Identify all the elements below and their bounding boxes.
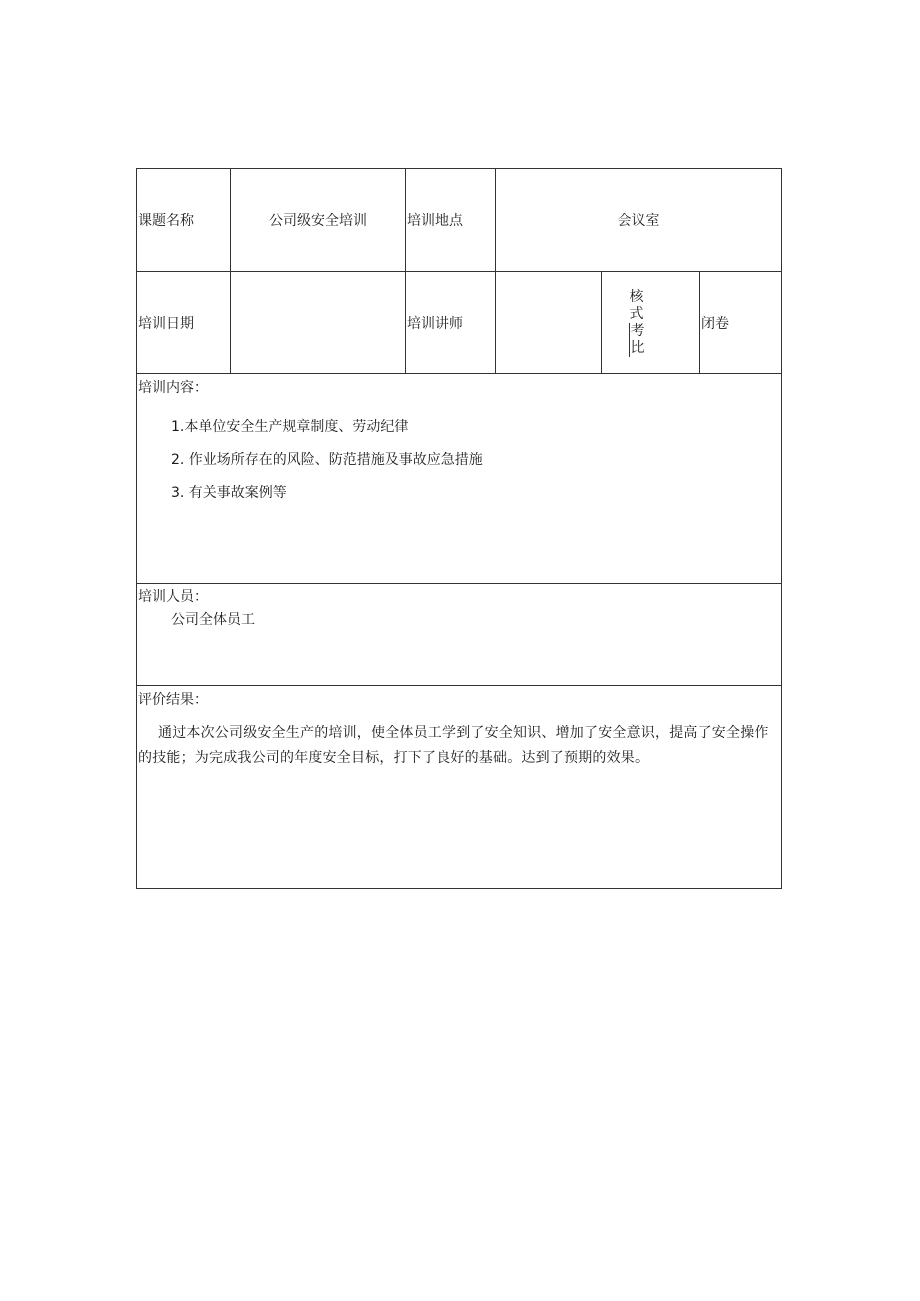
personnel-row: [137, 584, 781, 686]
content-item: 3. 有关事故案例等: [171, 485, 287, 501]
exam-method-value-cell: [700, 272, 781, 373]
content-row: [137, 374, 781, 584]
date-label-cell: [137, 272, 231, 373]
lecturer-value-cell: [496, 272, 602, 373]
content-label: 培训内容：: [138, 380, 208, 396]
evaluation-row: [137, 686, 781, 888]
topic-label-cell: [137, 169, 231, 271]
location-value: 会议室: [617, 213, 660, 229]
exam-label-char: 式: [629, 305, 644, 322]
topic-row: [137, 169, 781, 272]
evaluation-label: 评价结果：: [138, 692, 208, 708]
location-label: 培训地点: [407, 213, 463, 229]
exam-method-value: 闭卷: [701, 315, 729, 332]
lecturer-label-cell: [406, 272, 496, 373]
exam-method-label: [629, 289, 645, 357]
exam-method-label-cell: [602, 272, 700, 373]
evaluation-text: 通过本次公司级安全生产的培训，使全体员工学到了安全知识、增加了安全意识，提高了安全操作的技能；为完成我公司的年度安全目标，打下了良好的基础。达到了预期的效果。: [138, 725, 769, 766]
topic-label: 课题名称: [138, 213, 194, 229]
topic-value: 公司级安全培训: [269, 213, 367, 229]
location-value-cell: [496, 169, 781, 271]
training-record-table: [136, 168, 782, 889]
personnel-label: 培训人员：: [138, 589, 208, 605]
topic-value-cell: [231, 169, 406, 271]
exam-label-char: 比: [630, 339, 645, 356]
content-item: 1.本单位安全生产规章制度、劳动纪律: [171, 419, 409, 435]
location-label-cell: [406, 169, 496, 271]
date-label: 培训日期: [138, 315, 194, 332]
personnel-value: 公司全体员工: [171, 612, 255, 628]
lecturer-label: 培训讲师: [407, 315, 463, 332]
exam-label-char: 核: [629, 288, 644, 305]
content-item: 2. 作业场所存在的风险、防范措施及事故应急措施: [171, 452, 483, 468]
date-row: [137, 272, 781, 374]
exam-label-char: 考: [630, 322, 645, 339]
date-value-cell: [231, 272, 406, 373]
